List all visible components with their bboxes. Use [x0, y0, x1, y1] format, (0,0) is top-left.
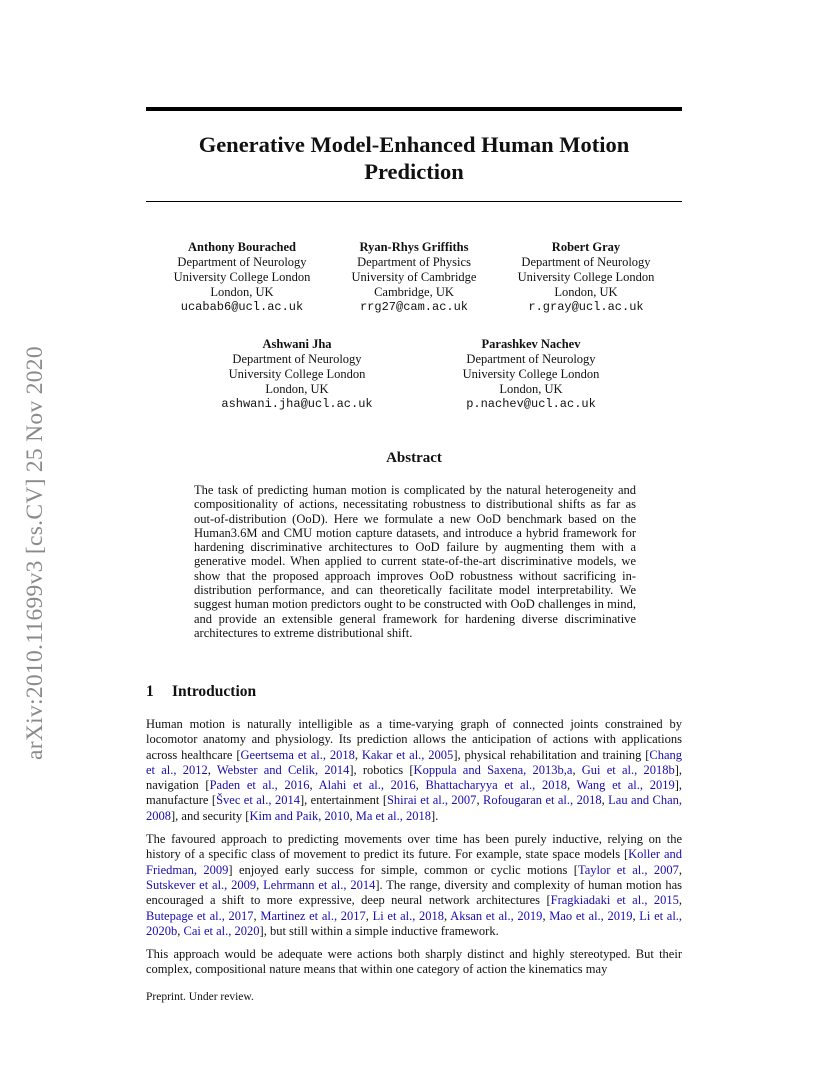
author-department: Department of Neurology — [521, 255, 651, 269]
author-institution: University College London — [462, 367, 600, 381]
author-location: London, UK — [554, 285, 618, 299]
author-block — [216, 337, 378, 412]
arxiv-identifier: arXiv:2010.11699v3 [cs.CV] 25 Nov 2020 — [22, 346, 48, 760]
citation-link[interactable]: Shirai et al., 2007 — [386, 793, 477, 808]
section-heading — [146, 683, 256, 701]
paragraph-text: Human motion is naturally intelligible as a time-varying graph of connected joints constrained by locomotor anatomy and physiology. Its prediction allows the anticipation of actions with applications across healthcare [ — [146, 717, 682, 762]
paragraph-text: , — [349, 808, 356, 823]
citation-link[interactable]: Ma et al., 2018 — [355, 808, 432, 823]
paragraph-text: , — [177, 923, 184, 938]
citation-link[interactable]: Koller and Friedman, 2009 — [146, 847, 682, 877]
author-location: London, UK — [499, 382, 563, 396]
author-email[interactable]: rrg27@cam.ac.uk — [359, 300, 469, 314]
intro-body — [146, 717, 682, 986]
citation-link[interactable]: Geertsema et al., 2018 — [240, 747, 355, 762]
title-top-rule — [146, 107, 682, 111]
author-block — [334, 240, 494, 315]
paragraph-text: ], physical rehabilitation and training [ — [453, 747, 650, 762]
citation-link[interactable]: Webster and Celik, 2014 — [216, 762, 350, 777]
author-institution: University College London — [173, 270, 311, 284]
citation-link[interactable]: Taylor et al., 2007 — [577, 862, 679, 877]
title-bottom-rule — [146, 201, 682, 202]
citation-link[interactable]: Paden et al., 2016 — [209, 778, 310, 793]
citation-link[interactable]: Lehrmann et al., 2014 — [263, 877, 376, 892]
author-department: Department of Neurology — [177, 255, 307, 269]
citation-link[interactable]: Mao et al., 2019 — [549, 908, 633, 923]
author-block — [162, 240, 322, 315]
author-block — [450, 337, 612, 412]
paragraph-text: , — [566, 778, 577, 793]
paragraph-text: ]. The range, diversity and complexity of human motion has encouraged a shift to more expressive, deep neural network architectures [ — [146, 877, 682, 908]
paragraph-text: ], but still within a simple inductive framework. — [259, 923, 499, 938]
author-department: Department of Neurology — [466, 352, 596, 366]
paragraph-text: , — [444, 908, 451, 923]
citation-link[interactable]: Bhattacharyya et al., 2018 — [425, 778, 567, 793]
author-location: Cambridge, UK — [374, 285, 454, 299]
citation-link[interactable]: Kakar et al., 2005 — [361, 747, 454, 762]
author-institution: University College London — [228, 367, 366, 381]
citation-link[interactable]: Li et al., 2018 — [372, 908, 445, 923]
paragraph-text: , — [354, 747, 362, 762]
paragraph-text: , — [678, 862, 682, 877]
intro-paragraph-3: This approach would be adequate were actions both sharply distinct and highly stereotyped. But their complex, compositional nature means that within one category of action the kinematics may — [146, 947, 682, 977]
author-institution: University College London — [517, 270, 655, 284]
citation-link[interactable]: Wang et al., 2019 — [576, 778, 675, 793]
paragraph-text: ], manufacture [ — [146, 778, 682, 808]
paragraph-text: ] enjoyed early success for simple, common or cyclic motions [ — [228, 862, 578, 877]
preprint-footer: Preprint. Under review. — [146, 991, 254, 1003]
author-name: Parashkev Nachev — [481, 337, 581, 351]
paragraph-text: The favoured approach to predicting movements over time has been purely inductive, relying on the history of a specific class of movement to predict its future. For example, state space models [ — [146, 832, 682, 862]
author-email[interactable]: ucabab6@ucl.ac.uk — [180, 300, 304, 314]
section-number: 1 — [146, 683, 154, 700]
author-email[interactable]: r.gray@ucl.ac.uk — [528, 300, 644, 314]
citation-link[interactable]: Aksan et al., 2019 — [450, 908, 543, 923]
author-institution: University of Cambridge — [351, 270, 477, 284]
section-title: Introduction — [172, 683, 257, 700]
citation-link[interactable]: Švec et al., 2014 — [216, 793, 300, 808]
paragraph-text: , — [207, 762, 217, 777]
author-department: Department of Physics — [357, 255, 471, 269]
author-email[interactable]: ashwani.jha@ucl.ac.uk — [221, 397, 373, 411]
paragraph-text: , — [572, 762, 582, 777]
paragraph-text: , — [601, 793, 609, 808]
citation-link[interactable]: Butepage et al., 2017 — [146, 908, 254, 923]
author-name: Robert Gray — [551, 240, 621, 254]
paragraph-text: , — [365, 908, 373, 923]
author-location: London, UK — [265, 382, 329, 396]
citation-link[interactable]: Alahi et al., 2016 — [318, 778, 416, 793]
paragraph-text: ], entertainment [ — [299, 793, 387, 808]
paragraph-text: , — [415, 778, 426, 793]
paragraph-text: ], robotics [ — [349, 762, 414, 777]
citation-link[interactable]: Li et al., 2020b — [146, 908, 683, 938]
abstract-text: The task of predicting human motion is complicated by the natural heterogeneity and compositionality of actions, necessitating robustness to distributional shifts as far as out-of-distribution (OoD). Here we formulate a new OoD benchmark based on the Human3.6M and CMU motion capture datasets, and introduce a hybrid framework for hardening discriminative architectures to OoD failure by augmenting them with a generative model. When applied to current state-of-the-art discriminative models, we show that the proposed approach improves OoD robustness without sacrificing in-distribution performance, and can theoretically facilitate model interpretability. We suggest human motion predictors ought to be constructed with OoD challenges in mind, and provide an extensible general framework for hardening diverse discriminative architectures to extreme distributional shift. — [194, 483, 636, 640]
paragraph-text: , — [632, 908, 640, 923]
author-name: Ryan-Rhys Griffiths — [359, 240, 469, 254]
citation-link[interactable]: Koppula and Saxena, 2013b,a — [413, 762, 573, 777]
intro-paragraph-1 — [146, 717, 682, 824]
paper-title — [146, 131, 682, 185]
author-location: London, UK — [210, 285, 274, 299]
title-line-2: Prediction — [364, 159, 464, 184]
paragraph-text: ], navigation [ — [146, 762, 683, 793]
citation-link[interactable]: Chang et al., 2012 — [146, 747, 683, 777]
paragraph-text: ]. — [431, 808, 439, 823]
citation-link[interactable]: Kim and Paik, 2010 — [249, 808, 350, 823]
citation-link[interactable]: Gui et al., 2018b — [581, 762, 675, 777]
abstract-heading: Abstract — [386, 450, 442, 466]
citation-link[interactable]: Fragkiadaki et al., 2015 — [550, 893, 679, 908]
author-name: Anthony Bourached — [187, 240, 296, 254]
intro-paragraph-2 — [146, 832, 682, 939]
title-line-1: Generative Model-Enhanced Human Motion — [198, 132, 630, 157]
citation-link[interactable]: Cai et al., 2020 — [183, 923, 260, 938]
citation-link[interactable]: Martinez et al., 2017 — [260, 908, 366, 923]
author-email[interactable]: p.nachev@ucl.ac.uk — [466, 397, 596, 411]
citation-link[interactable]: Rofougaran et al., 2018 — [483, 793, 602, 808]
author-department: Department of Neurology — [232, 352, 362, 366]
paragraph-text: , — [476, 793, 483, 808]
citation-link[interactable]: Sutskever et al., 2009 — [146, 877, 257, 892]
paragraph-text: , — [256, 877, 264, 892]
paragraph-text: ], and security [ — [171, 808, 250, 823]
paragraph-text: , — [542, 908, 550, 923]
author-block — [506, 240, 666, 315]
citation-link[interactable]: Lau and Chan, 2008 — [146, 793, 683, 823]
paragraph-text: , — [678, 893, 682, 908]
paragraph-text: , — [253, 908, 261, 923]
paragraph-text: , — [309, 778, 319, 793]
author-name: Ashwani Jha — [262, 337, 332, 351]
